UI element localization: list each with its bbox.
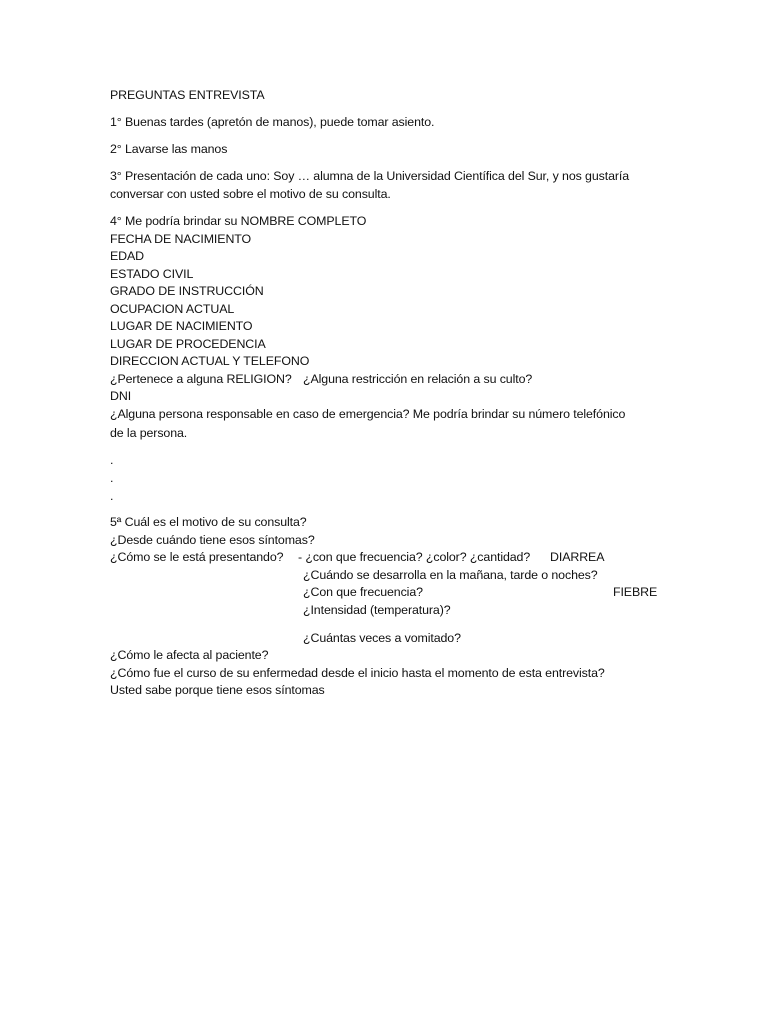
- question-3-line-2: conversar con usted sobre el motivo de su consulta.: [110, 187, 391, 201]
- question-4-intro: 4° Me podría brindar su NOMBRE COMPLETO: [110, 214, 367, 228]
- question-emergency-line-1: ¿Alguna persona responsable en caso de emergencia? Me podría brindar su número telefónico: [110, 407, 626, 421]
- question-5-line-2: ¿Desde cuándo tiene esos síntomas?: [110, 533, 315, 547]
- label-fiebre: FIEBRE: [613, 585, 658, 599]
- document-title: PREGUNTAS ENTREVISTA: [110, 88, 265, 102]
- field-estado-civil: ESTADO CIVIL: [110, 267, 194, 281]
- question-con-frecuencia: ¿Con que frecuencia?: [303, 585, 423, 599]
- question-intensidad: ¿Intensidad (temperatura)?: [303, 603, 451, 617]
- question-emergency-line-2: de la persona.: [110, 426, 188, 440]
- dot-3: .: [110, 489, 114, 503]
- field-grado-instruccion: GRADO DE INSTRUCCIÓN: [110, 284, 264, 298]
- question-religion: ¿Pertenece a alguna RELIGION?: [110, 372, 292, 386]
- question-frecuencia-color: - ¿con que frecuencia? ¿color? ¿cantidad?: [298, 550, 531, 564]
- question-cuando: ¿Cuándo se desarrolla en la mañana, tarde o noches?: [303, 568, 598, 582]
- field-dni: DNI: [110, 389, 132, 403]
- field-edad: EDAD: [110, 249, 145, 263]
- label-diarrea: DIARREA: [550, 550, 605, 564]
- question-curso: ¿Cómo fue el curso de su enfermedad desde el inicio hasta el momento de esta entrevista?: [110, 666, 605, 680]
- field-lugar-nacimiento: LUGAR DE NACIMIENTO: [110, 319, 253, 333]
- dot-2: .: [110, 471, 114, 485]
- question-sabe: Usted sabe porque tiene esos síntomas: [110, 683, 325, 697]
- field-ocupacion: OCUPACION ACTUAL: [110, 302, 235, 316]
- question-afecta: ¿Cómo le afecta al paciente?: [110, 648, 269, 662]
- question-1: 1° Buenas tardes (apretón de manos), puede tomar asiento.: [110, 115, 435, 129]
- field-fecha-nacimiento: FECHA DE NACIMIENTO: [110, 232, 252, 246]
- dot-1: .: [110, 453, 114, 467]
- question-3-line-1: 3° Presentación de cada uno: Soy … alumna de la Universidad Científica del Sur, y nos gustaría: [110, 169, 630, 183]
- question-2: 2° Lavarse las manos: [110, 142, 228, 156]
- question-vomitado: ¿Cuántas veces a vomitado?: [303, 631, 461, 645]
- field-direccion-telefono: DIRECCION ACTUAL Y TELEFONO: [110, 354, 310, 368]
- question-5-line-1: 5ª Cuál es el motivo de su consulta?: [110, 515, 307, 529]
- question-presentando: ¿Cómo se le está presentando?: [110, 550, 284, 564]
- question-culto: ¿Alguna restricción en relación a su culto?: [303, 372, 533, 386]
- field-lugar-procedencia: LUGAR DE PROCEDENCIA: [110, 337, 266, 351]
